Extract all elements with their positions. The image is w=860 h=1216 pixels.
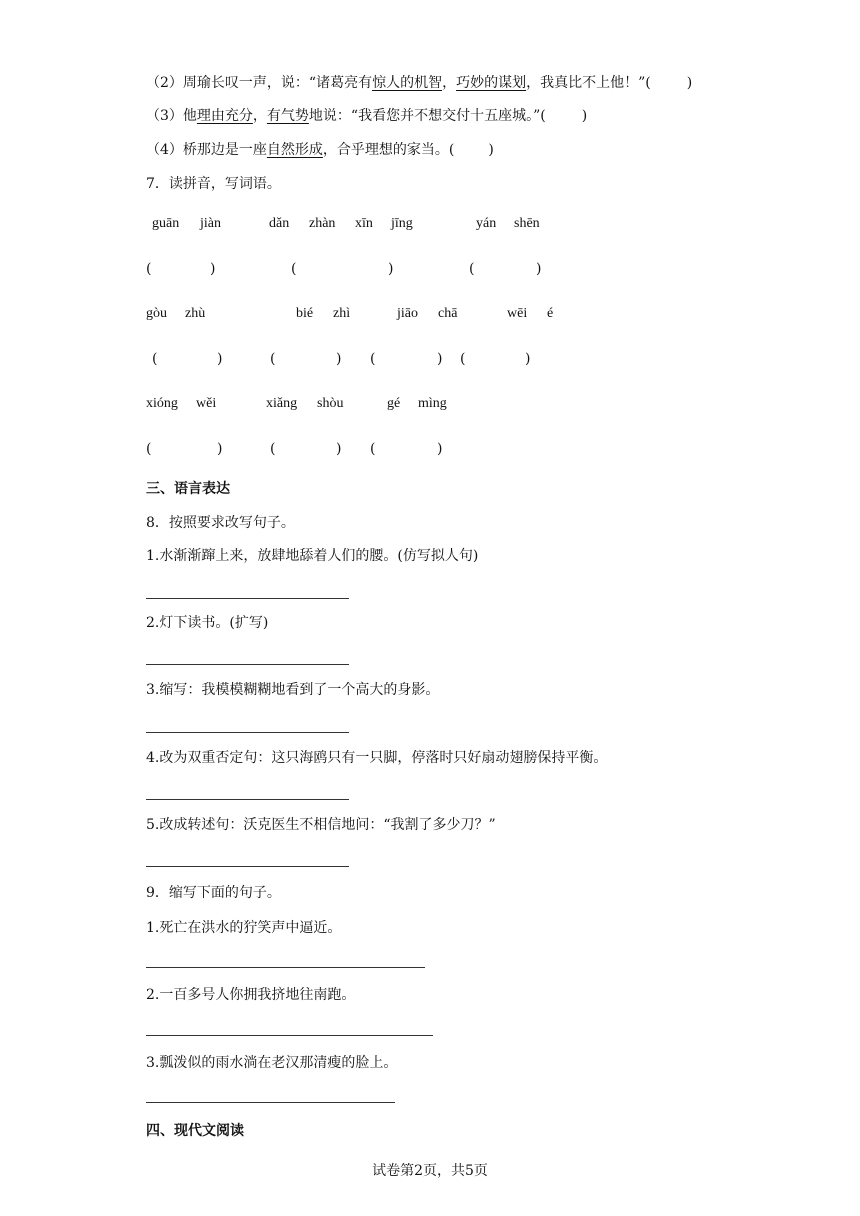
pinyin-syllable: chā	[438, 306, 458, 321]
q6-item-4-tail: ，合乎理想的家当。(	[322, 142, 455, 158]
answer-line[interactable]	[146, 664, 349, 665]
answer-blank-open[interactable]: (	[370, 441, 376, 457]
answer-line[interactable]	[146, 967, 425, 968]
answer-blank-open[interactable]: (	[270, 351, 276, 367]
section-heading: 三、语言表达	[146, 481, 230, 497]
q6-item-2-comma: ，	[442, 75, 457, 91]
answer-blank-open[interactable]: (	[146, 441, 152, 457]
q6-item-4	[146, 140, 494, 160]
answer-blank-close: )	[388, 261, 394, 277]
q6-item-4-close: )	[488, 142, 494, 158]
q8-item-2: 2.灯下读书。(扩写)	[146, 615, 269, 631]
q6-item-2-tail: ，我真比不上他！”(	[526, 75, 651, 91]
pinyin-syllable: é	[547, 306, 554, 321]
pinyin-syllable: bié	[296, 306, 314, 321]
q6-item-2-text: （2）周瑜长叹一声，说：“诸葛亮有	[146, 75, 373, 91]
q6-item-3	[146, 106, 587, 126]
answer-line[interactable]	[146, 1035, 433, 1036]
q6-item-2	[146, 73, 692, 93]
q6-item-3-close: )	[581, 108, 588, 124]
answer-blank-open[interactable]: (	[460, 351, 466, 367]
q6-item-3-comma: ，	[252, 108, 267, 124]
q8-title: 8．按照要求改写句子。	[146, 515, 295, 531]
pinyin-syllable: shēn	[514, 216, 540, 231]
answer-blank-close: )	[336, 441, 342, 457]
pinyin-syllable: wěi	[196, 396, 217, 411]
q6-item-3-underline-1: 理由充分	[196, 108, 253, 124]
pinyin-syllable: zhì	[333, 306, 351, 321]
pinyin-syllable: jiāo	[397, 306, 418, 321]
pinyin-syllable: xióng	[146, 396, 178, 411]
q9-title: 9．缩写下面的句子。	[146, 885, 281, 901]
q6-item-3-text: （3）他	[146, 108, 197, 124]
page-footer: 试卷第2页，共5页	[372, 1163, 488, 1179]
answer-blank-close: )	[217, 441, 223, 457]
answer-blank-close: )	[336, 351, 342, 367]
pinyin-syllable: yán	[476, 216, 497, 231]
pinyin-syllable: xīn	[355, 216, 373, 231]
answer-line[interactable]	[146, 598, 349, 599]
answer-blank-open[interactable]: (	[270, 441, 276, 457]
answer-blank-open[interactable]: (	[152, 351, 158, 367]
q7-title: 7．读拼音，写词语。	[146, 176, 281, 192]
answer-blank-close: )	[437, 351, 443, 367]
q9-item-1: 1.死亡在洪水的狞笑声中逼近。	[146, 920, 342, 936]
q9-item-3: 3.瓢泼似的雨水淌在老汉那清瘦的脸上。	[146, 1055, 398, 1071]
q6-item-3-tail: 地说：“我看您并不想交付十五座城。”(	[308, 108, 546, 124]
q9-item-2: 2.一百多号人你拥我挤地往南跑。	[146, 987, 356, 1003]
q8-item-5: 5.改成转述句：沃克医生不相信地问：“我割了多少刀？”	[146, 817, 496, 833]
answer-blank-close: )	[536, 261, 542, 277]
answer-blank-close: )	[217, 351, 223, 367]
pinyin-syllable: zhù	[185, 306, 206, 321]
pinyin-syllable: zhàn	[309, 216, 336, 231]
answer-line[interactable]	[146, 732, 349, 733]
q8-item-4: 4.改为双重否定句：这只海鸥只有一只脚，停落时只好扇动翅膀保持平衡。	[146, 750, 608, 766]
q6-item-3-underline-2: 有气势	[266, 108, 309, 124]
pinyin-syllable: guān	[152, 216, 180, 231]
answer-blank-open[interactable]: (	[469, 261, 475, 277]
pinyin-syllable: xiǎng	[266, 396, 298, 411]
pinyin-syllable: jiàn	[200, 216, 221, 231]
q6-item-4-text: （4）桥那边是一座	[146, 142, 267, 158]
pinyin-syllable: wēi	[507, 306, 528, 321]
q8-item-3: 3.缩写：我模模糊糊地看到了一个高大的身影。	[146, 682, 440, 698]
answer-blank-open[interactable]: (	[146, 261, 152, 277]
pinyin-syllable: mìng	[418, 396, 447, 411]
q6-item-2-close: )	[686, 75, 693, 91]
pinyin-syllable: dǎn	[269, 216, 290, 231]
q8-item-1: 1.水渐渐蹿上来，放肆地舔着人们的腰。(仿写拟人句)	[146, 548, 479, 564]
answer-line[interactable]	[146, 799, 349, 800]
q6-item-4-underline-1: 自然形成	[266, 142, 323, 158]
pinyin-syllable: jīng	[391, 216, 413, 231]
answer-blank-close: )	[437, 441, 443, 457]
pinyin-syllable: gòu	[146, 306, 167, 321]
answer-line[interactable]	[146, 1102, 395, 1103]
q6-item-2-underline-2: 巧妙的谋划	[456, 75, 527, 91]
answer-line[interactable]	[146, 866, 349, 867]
answer-blank-close: )	[525, 351, 531, 367]
pinyin-syllable: shòu	[317, 396, 344, 411]
section-heading: 四、现代文阅读	[146, 1123, 244, 1139]
answer-blank-open[interactable]: (	[370, 351, 376, 367]
answer-blank-open[interactable]: (	[291, 261, 297, 277]
answer-blank-close: )	[210, 261, 216, 277]
pinyin-syllable: gé	[387, 396, 401, 411]
q6-item-2-underline-1: 惊人的机智	[372, 75, 443, 91]
